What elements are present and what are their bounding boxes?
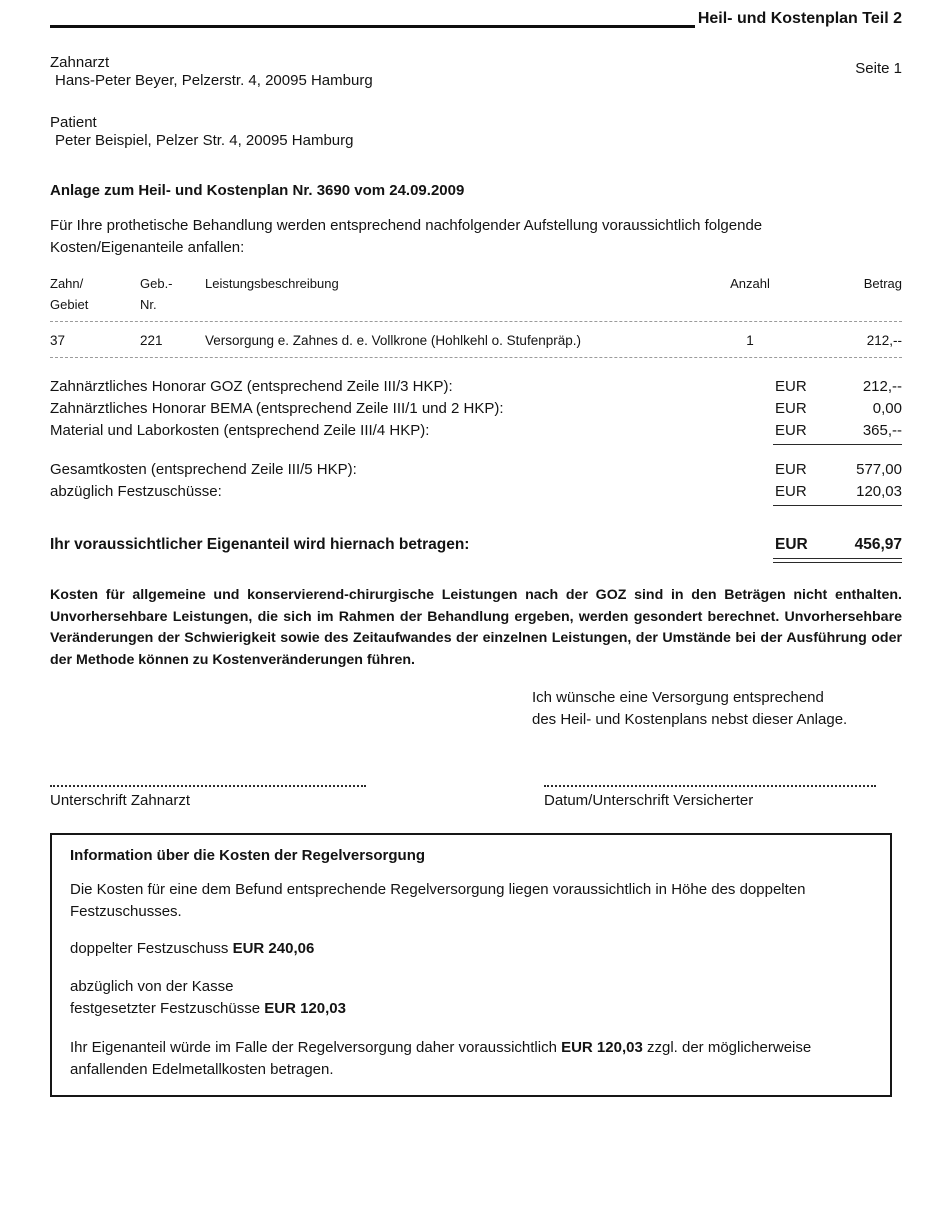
dentist-label: Zahnarzt <box>50 54 110 71</box>
intro-paragraph: Für Ihre prothetische Behandlung werden entsprechend nachfolgender Aufstellung voraussichtlich folgende Kosten/Eigenanteile anfallen: <box>50 217 763 256</box>
totals-block <box>50 459 902 506</box>
currency-label: EUR <box>775 483 807 500</box>
cost-line-bema: Zahnärztliches Honorar BEMA (entsprechend Zeile III/1 und 2 HKP): EUR 0,00 <box>50 398 902 420</box>
deduction-amount: EUR 120,03 <box>264 1000 346 1017</box>
dentist-signature-line <box>50 785 366 787</box>
double-subsidy-line: doppelter Festzuschuss EUR 240,06 <box>70 940 315 957</box>
dentist-signature-label: Unterschrift Zahnarzt <box>50 792 191 809</box>
amount-value: 212,-- <box>862 378 902 395</box>
dentist-row <box>50 54 902 90</box>
document-title: Heil- und Kostenplan Teil 2 <box>697 10 902 28</box>
page-number: Seite 1 <box>855 60 902 77</box>
col-header-geb-nr: Geb.- Nr. <box>140 276 173 312</box>
disclaimer-paragraph: Kosten für allgemeine und konservierend-chirurgische Leistungen nach der GOZ sind in den Beträgen nicht enthalten. Unvorhersehbare Leistungen, die sich im Rahmen der Behandlung ergeben, werden gesondert berechnet. Unvorhersehbare Veränderungen der Schwierigkeit sowie des Zeitaufwandes der einzelnen Leistungen, der Umstände bei der Ausführung oder der Methode können zu Kostenveränderungen führen. <box>50 587 902 668</box>
amount-value: 365,-- <box>862 422 902 439</box>
cost-line-material: Material und Laborkosten (entsprechend Zeile III/4 HKP): EUR 365,-- <box>50 420 902 442</box>
cell-betrag: 212,-- <box>866 333 902 348</box>
consent-statement: Ich wünsche eine Versorgung entsprechend des Heil- und Kostenplans nebst dieser Anlage. <box>532 689 848 728</box>
currency-label: EUR <box>775 378 807 395</box>
patient-label: Patient <box>50 114 97 131</box>
col-header-leistungsbeschreibung: Leistungsbeschreibung <box>205 276 339 291</box>
currency-label: EUR <box>775 536 808 553</box>
cell-zahn-gebiet: 37 <box>50 333 66 348</box>
cell-geb-nr: 221 <box>140 333 163 348</box>
patient-block <box>50 114 902 150</box>
double-subsidy-amount: EUR 240,06 <box>232 940 315 957</box>
currency-label: EUR <box>775 400 807 417</box>
cost-line-goz: Zahnärztliches Honorar GOZ (entsprechend Zeile III/3 HKP): EUR 212,-- <box>50 376 902 398</box>
total-line-gesamtkosten: Gesamtkosten (entsprechend Zeile III/5 HKP): EUR 577,00 <box>50 459 902 481</box>
amount-value: 577,00 <box>856 461 902 478</box>
amount-value: 120,03 <box>856 483 902 500</box>
info-box-own-share-paragraph: Ihr Eigenanteil würde im Falle der Regelversorgung daher voraussichtlich EUR 120,03 zzgl. der möglicherweise anfallenden Edelmetallkosten betragen. <box>70 1039 812 1078</box>
dentist-signature-block <box>50 785 366 809</box>
currency-label: EUR <box>775 461 807 478</box>
info-box-title: Information über die Kosten der Regelversorgung <box>70 847 426 864</box>
amount-value: 456,97 <box>854 536 902 553</box>
subtotal-underline <box>773 444 902 445</box>
subject-line: Anlage zum Heil- und Kostenplan Nr. 3690 vom 24.09.2009 <box>50 182 465 199</box>
own-share-double-underline <box>773 558 902 563</box>
own-share-line: Ihr voraussichtlicher Eigenanteil wird hiernach betragen: EUR 456,97 <box>50 534 902 556</box>
insured-signature-block <box>544 785 876 809</box>
page-header <box>50 6 902 28</box>
services-table <box>50 273 902 358</box>
regelversorgung-info-box <box>50 833 892 1097</box>
col-header-anzahl: Anzahl <box>730 276 770 291</box>
info-box-own-share-amount: EUR 120,03 <box>561 1039 643 1056</box>
total-line-festzuschuss: abzüglich Festzuschüsse: EUR 120,03 <box>50 481 902 503</box>
info-box-paragraph1: Die Kosten für eine dem Befund entsprechende Regelversorgung liegen voraussichtlich in Höhe des doppelten Festzuschusses. <box>70 881 806 920</box>
insured-signature-label: Datum/Unterschrift Versicherter <box>544 792 754 809</box>
dentist-address: Hans-Peter Beyer, Pelzerstr. 4, 20095 Hamburg <box>55 72 373 89</box>
header-rule <box>50 25 695 28</box>
col-header-zahn-gebiet: Zahn/ Gebiet <box>50 276 89 312</box>
signature-row <box>50 785 902 809</box>
totals-underline <box>773 505 902 506</box>
cell-beschreibung: Versorgung e. Zahnes d. e. Vollkrone (Hohlkehl o. Stufenpräp.) <box>205 333 581 348</box>
deduction-lines <box>70 976 872 1020</box>
insured-signature-line <box>544 785 876 787</box>
table-row-separator <box>50 357 902 358</box>
col-header-betrag: Betrag <box>863 276 902 291</box>
deduction-line2: festgesetzter Festzuschüsse EUR 120,03 <box>70 1000 346 1017</box>
cost-summary-block <box>50 376 902 445</box>
services-table-header <box>50 273 902 315</box>
cell-anzahl: 1 <box>746 333 754 348</box>
amount-value: 0,00 <box>872 400 902 417</box>
table-row <box>50 322 902 351</box>
deduction-line1: abzüglich von der Kasse <box>70 978 234 995</box>
dentist-block <box>50 54 373 90</box>
currency-label: EUR <box>775 422 807 439</box>
patient-address: Peter Beispiel, Pelzer Str. 4, 20095 Hamburg <box>55 132 354 149</box>
